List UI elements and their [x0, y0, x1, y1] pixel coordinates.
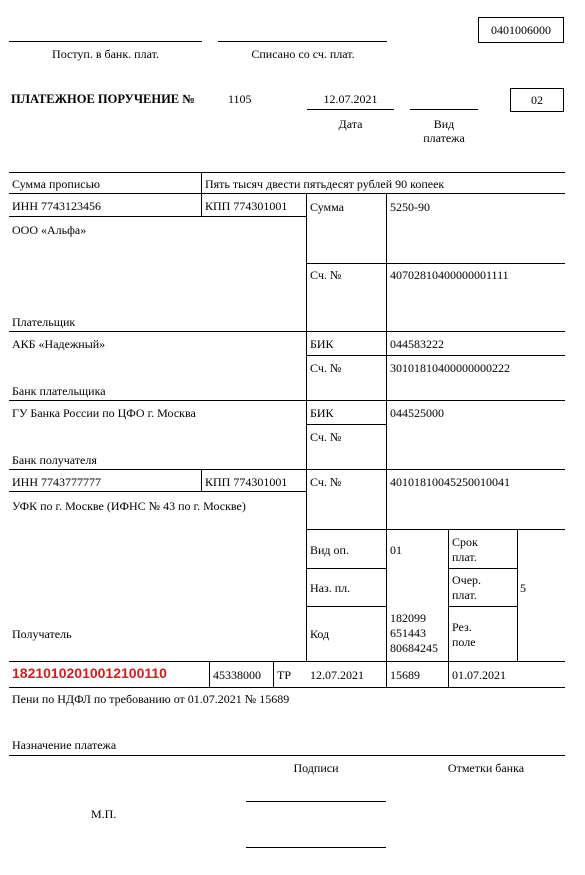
payer-label: Плательщик [12, 315, 76, 329]
payer-account: 40702810400000001111 [390, 268, 509, 282]
doc-number-value: 15689 [390, 668, 420, 682]
row-line-12 [306, 568, 386, 569]
row-line-14 [306, 606, 386, 607]
code-value-1: 182099 [390, 611, 426, 625]
basis-value: ТР [277, 668, 292, 682]
payee-bank-name: ГУ Банка России по ЦФО г. Москва [12, 406, 196, 420]
form-code: 0401006000 [491, 23, 551, 37]
payer-bank-label: Банк плательщика [12, 384, 106, 398]
received-label: Поступ. в банк. плат. [52, 47, 159, 61]
page-title: ПЛАТЕЖНОЕ ПОРУЧЕНИЕ № [11, 92, 195, 106]
debited-label: Списано со сч. плат. [251, 47, 355, 61]
reserve-label-2: поле [452, 635, 476, 649]
op-type-label: Вид оп. [310, 543, 349, 557]
payee-inn: ИНН 7743777777 [12, 475, 101, 489]
row-line-5 [9, 331, 565, 332]
amount-words-value: Пять тысяч двести пятьдесят рублей 90 копеек [205, 177, 445, 191]
payee-bank-bik-label: БИК [310, 406, 334, 420]
code-value-2: 651443 [390, 626, 426, 640]
payee-label: Получатель [12, 627, 72, 641]
col-line-priority [517, 529, 518, 661]
payee-acc: 40101810045250010041 [390, 475, 510, 489]
col-line-left-block [306, 193, 307, 661]
reserve-label-1: Рез. [452, 620, 472, 634]
payee-name: УФК по г. Москве (ИФНС № 43 по г. Москве) [12, 499, 246, 513]
purpose-text: Пени по НДФЛ по требованию от 01.07.2021 № 15689 [12, 692, 290, 706]
period-value: 12.07.2021 [310, 668, 364, 682]
signature-line-2 [246, 847, 386, 848]
oktmo-value: 45338000 [213, 668, 261, 682]
priority-label-2: плат. [452, 588, 477, 602]
payee-bank-label: Банк получателя [12, 453, 97, 467]
col-line-basis [273, 661, 274, 687]
row-line-2 [9, 193, 565, 194]
row-line-15 [448, 606, 517, 607]
row-line-10 [9, 491, 306, 492]
date-label: Дата [338, 117, 363, 131]
order-number: 1105 [228, 92, 252, 106]
row-line-8 [306, 424, 386, 425]
row-line-17 [9, 687, 565, 688]
payer-bank-bik-label: БИК [310, 337, 334, 351]
payer-bank-bik: 044583222 [390, 337, 444, 351]
signature-line-1 [246, 801, 386, 802]
payee-bank-acc-label: Сч. № [310, 430, 342, 444]
row-line-16 [9, 661, 565, 662]
purpose-label: Назначение платежа [12, 738, 117, 752]
payer-inn: ИНН 7743123456 [12, 199, 101, 213]
amount-value: 5250-90 [390, 200, 430, 214]
payee-kpp: КПП 774301001 [205, 475, 288, 489]
purpose-code-label: Наз. пл. [310, 581, 351, 595]
payment-type-label: Вид платежа [423, 117, 465, 145]
purpose-bottom-line [9, 755, 565, 756]
amount-words-label: Сумма прописью [12, 177, 101, 191]
row-line-7 [9, 400, 565, 401]
payer-kpp: КПП 774301001 [205, 199, 288, 213]
priority-label-1: Очер. [452, 573, 482, 587]
bank-marks-label: Отметки банка [447, 761, 525, 775]
amount-label: Сумма [310, 200, 344, 214]
kbk-code: 18210102010012100110 [12, 665, 167, 681]
order-date: 12.07.2021 [323, 92, 378, 106]
status-code: 02 [531, 93, 543, 107]
col-line-values-a [386, 193, 387, 469]
col-line-values-b [386, 469, 387, 687]
row-line-1 [9, 172, 565, 173]
term-label-1: Срок [452, 535, 478, 549]
payer-name: ООО «Альфа» [12, 223, 87, 237]
row-line-6 [306, 355, 565, 356]
col-line-payee-kpp [201, 469, 202, 491]
col-line-oktmo [209, 661, 210, 687]
row-line-4 [306, 263, 565, 264]
payer-account-label: Сч. № [310, 268, 342, 282]
op-type-value: 01 [390, 543, 402, 557]
date-line [307, 109, 394, 110]
col-line-payer-kpp [201, 193, 202, 216]
row-line-13 [448, 568, 517, 569]
payment-type-line [410, 109, 478, 110]
doc-date-value: 01.07.2021 [452, 668, 506, 682]
term-label-2: плат. [452, 550, 477, 564]
debited-line [218, 41, 387, 42]
payer-bank-name: АКБ «Надежный» [12, 337, 106, 351]
stamp-label: М.П. [91, 807, 117, 821]
payee-bank-bik: 044525000 [390, 406, 444, 420]
payer-bank-acc: 30101810400000000222 [390, 361, 510, 375]
received-line [9, 41, 202, 42]
row-line-3 [9, 216, 306, 217]
col-line-code-value [448, 529, 449, 687]
code-value-3: 80684245 [390, 641, 438, 655]
code-label: Код [310, 627, 330, 641]
priority-value: 5 [520, 581, 526, 595]
payer-bank-acc-label: Сч. № [310, 361, 342, 375]
row-line-11 [306, 529, 565, 530]
signatures-label: Подписи [293, 761, 339, 775]
col-line-amount-words [201, 172, 202, 193]
payee-acc-label: Сч. № [310, 475, 342, 489]
row-line-9 [9, 469, 565, 470]
